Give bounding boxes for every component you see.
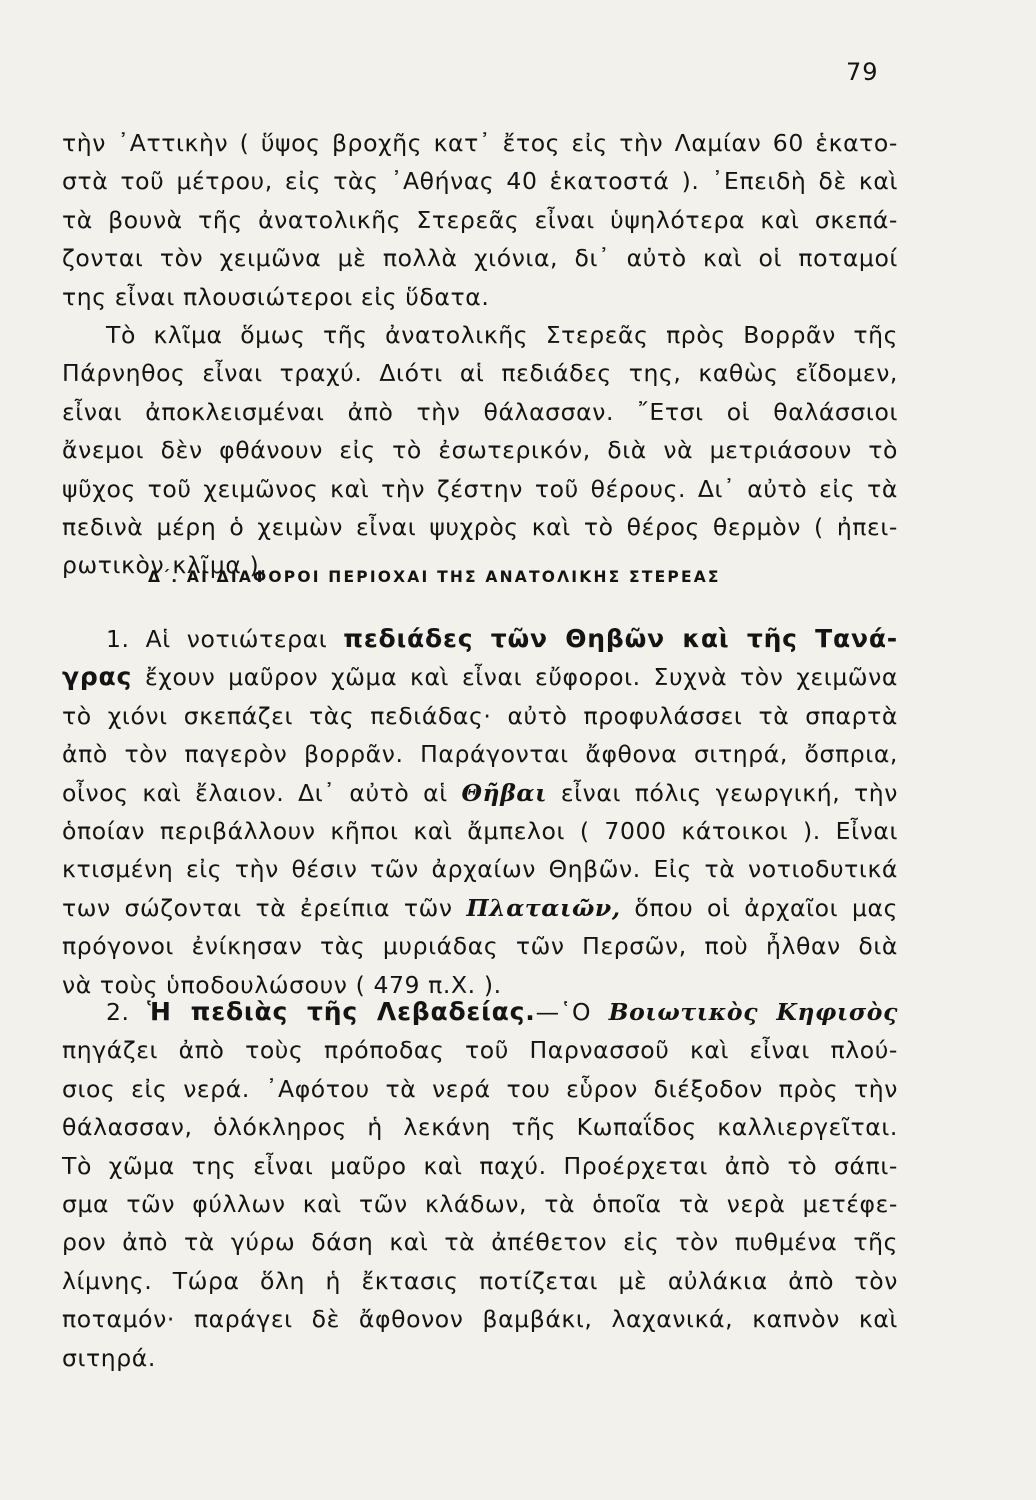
place-name: Θῆβαι (461, 778, 548, 807)
section-1 (62, 620, 898, 1004)
section-lead: ῾Ο (559, 998, 592, 1026)
dash: — (535, 998, 560, 1026)
text-line: ψῦχος τοῦ χειμῶνος καὶ τὴν ζέστην τοῦ θέρους. Δι᾿ αὐτὸ εἰς τὰ (62, 474, 898, 503)
section-number: 2. (106, 998, 130, 1026)
text-line: νὰ τοὺς ὑποδουλώσουν ( 479 π.Χ. ). (62, 970, 502, 999)
text-line: τὴν ᾿Αττικὴν ( ὕψος βροχῆς κατ᾿ ἔτος εἰς τὴν Λαμίαν 60 ἑκατο- (62, 129, 898, 157)
text-line (62, 774, 898, 812)
text-line: σμα τῶν φύλλων καὶ τῶν κλάδων, τὰ ὁποῖα τὰ νερὰ μετέφε- (62, 1189, 898, 1218)
text-line: Τὸ κλῖμα ὅμως τῆς ἀνατολικῆς Στερεᾶς πρὸς Βορρᾶν τῆς (106, 320, 898, 349)
section-2-title-line (62, 993, 898, 1031)
text-line: ποταμόν· παράγει δὲ ἄφθονον βαμβάκι, λαχανικά, καπνὸν καὶ (62, 1305, 898, 1334)
place-name: Πλαταιῶν, (466, 893, 621, 922)
page-number: 79 (846, 58, 879, 86)
text-line: πεδινὰ μέρη ὁ χειμὼν εἶναι ψυχρὸς καὶ τὸ θέρος θερμὸν ( ἠπει- (62, 512, 898, 541)
text-line: ρον ἀπὸ τὰ γύρω δάση καὶ τὰ ἀπέθετον εἰς τὸν πυθμένα τῆς (62, 1228, 898, 1257)
text-fragment: των σώζονται τὰ ἐρείπια τῶν (62, 893, 453, 922)
text-line: ἄνεμοι δὲν φθάνουν εἰς τὸ ἐσωτερικόν, διὰ νὰ μετριάσουν τὸ (62, 436, 898, 465)
text-line: πρόγονοι ἐνίκησαν τὰς μυριάδας τῶν Περσῶν, ποὺ ἦλθαν διὰ (62, 932, 898, 961)
text-line: τὸ χιόνι σκεπάζει τὰς πεδιάδας· αὐτὸ προφυλάσσει τὰ σπαρτὰ (62, 701, 898, 730)
text-line: στὰ τοῦ μέτρου, εἰς τὰς ᾿Αθήνας 40 ἑκατοστά ). ᾿Επειδὴ δὲ καὶ (62, 167, 898, 196)
text-line (62, 889, 898, 927)
section-1-title-line (62, 620, 898, 658)
text-line: πηγάζει ἀπὸ τοὺς πρόποδας τοῦ Παρνασσοῦ καὶ εἶναι πλού- (62, 1036, 898, 1065)
text-line: της εἶναι πλουσιώτεροι εἰς ὕδατα. (62, 282, 490, 311)
text-fragment: εἶναι πόλις γεωργική, τὴν (560, 778, 898, 807)
text-line: Πάρνηθος εἶναι τραχύ. Διότι αἱ πεδιάδες της, καθὼς εἴδομεν, (62, 359, 898, 388)
text-line: Τὸ χῶμα της εἶναι μαῦρο καὶ παχύ. Προέρχεται ἀπὸ τὸ σάπι- (62, 1151, 898, 1180)
text-line: κτισμένη εἰς τὴν θέσιν τῶν ἀρχαίων Θηβῶν. Εἰς τὰ νοτιοδυτικά (62, 855, 898, 884)
text-line: εἶναι ἀποκλεισμέναι ἀπὸ τὴν θάλασσαν. ῎Ετσι οἱ θαλάσσιοι (62, 397, 898, 426)
text-fragment: ἔχουν μαῦρον χῶμα καὶ εἶναι εὔφοροι. Συχνὰ τὸν χειμῶνα (144, 663, 898, 692)
section-number: 1. (106, 625, 130, 653)
river-name: Βοιωτικὸς Κηφισὸς (608, 998, 898, 1026)
text-line: λίμνης. Τώρα ὅλη ἡ ἔκτασις ποτίζεται μὲ αὐλάκια ἀπὸ τὸν (62, 1266, 898, 1295)
section-heading: Δ΄. ΑΙ ΔΙΑΦΟΡΟΙ ΠΕΡΙΟΧΑΙ ΤΗΣ ΑΝΑΤΟΛΙΚΗΣ ΣΤΕΡΕΑΣ (148, 568, 721, 586)
text-fragment: οἶνος καὶ ἔλαιον. Δι᾿ αὐτὸ αἱ (62, 778, 448, 807)
text-line: ζονται τὸν χειμῶνα μὲ πολλὰ χιόνια, δι᾿ αὐτὸ καὶ οἱ ποταμοί (62, 244, 898, 273)
section-title: Ἡ πεδιὰς τῆς Λεβαδείας. (147, 997, 536, 1026)
text-line: σιος εἰς νερά. ᾿Αφότου τὰ νερά του εὗρον διέξοδον πρὸς τὴν (62, 1074, 898, 1103)
text-line: ἀπὸ τὸν παγερὸν βορρᾶν. Παράγονται ἄφθονα σιτηρά, ὄσπρια, (62, 740, 898, 769)
intro-text (62, 124, 898, 585)
section-2 (62, 993, 898, 1377)
text-line: τὰ βουνὰ τῆς ἀνατολικῆς Στερεᾶς εἶναι ὑψηλότερα καὶ σκεπά- (62, 205, 898, 234)
text-fragment: ὅπου οἱ ἀρχαῖοι μας (634, 893, 898, 922)
text-line: θάλασσαν, ὁλόκληρος ἡ λεκάνη τῆς Κωπαΐδος καλλιεργεῖται. (62, 1113, 898, 1142)
text-line: σιτηρά. (62, 1343, 156, 1372)
section-title-cont: γρας (62, 662, 133, 692)
text-line: ρωτικὸν κλῖμα ). (62, 551, 268, 580)
section-lead: Αἱ νοτιώτεραι (145, 625, 328, 653)
section-title: πεδιάδες τῶν Θηβῶν καὶ τῆς Τανά- (343, 624, 898, 653)
text-line: ὁποίαν περιβάλλουν κῆποι καὶ ἄμπελοι ( 7000 κάτοικοι ). Εἶναι (62, 816, 898, 845)
text-line (62, 658, 898, 696)
